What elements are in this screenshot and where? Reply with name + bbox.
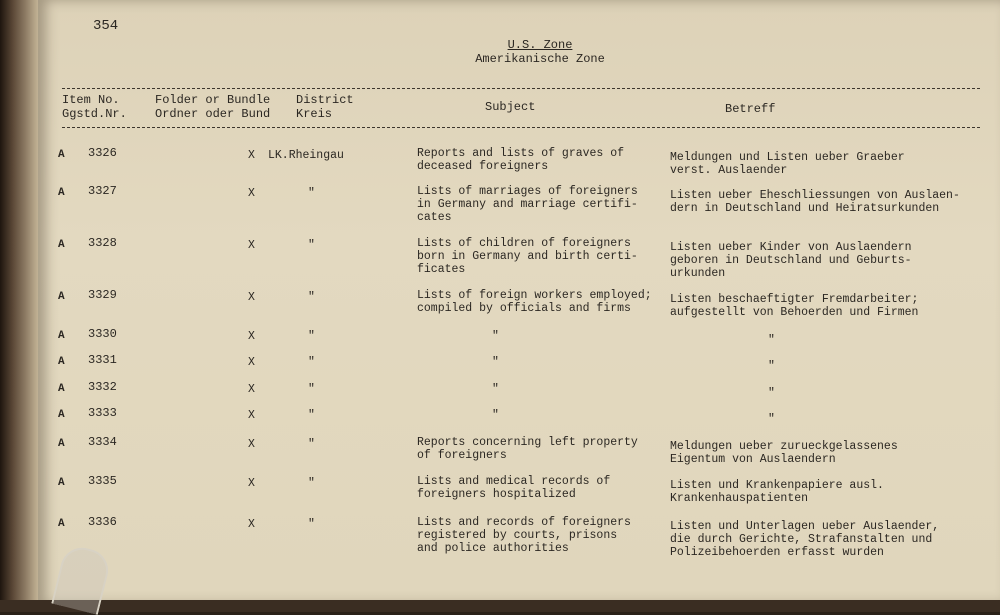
betreff-line: Eigentum von Auslaendern [670,453,836,466]
subject-line: and police authorities [417,542,569,555]
betreff-line: dern in Deutschland und Heiratsurkunden [670,202,940,215]
betreff-line: Meldungen ueber zurueckgelassenes [670,440,898,453]
header-rule-bottom [62,127,980,128]
folder-mark: X [248,409,255,422]
subject-line: deceased foreigners [417,160,549,173]
subject-ditto: " [492,409,499,422]
item-category: A [58,356,65,368]
district-ditto: " [308,383,315,396]
betreff-ditto: " [768,360,775,373]
subject-ditto: " [492,330,499,343]
folder-mark: X [248,291,255,304]
item-number: 3332 [88,380,117,394]
page-number: 354 [93,18,119,34]
subject-line: Reports and lists of graves of [417,147,625,160]
betreff-line: aufgestellt von Behoerden und Firmen [670,306,919,319]
betreff-line: Krankenhauspatienten [670,492,809,505]
subject-line: Lists of marriages of foreigners [417,185,638,198]
header-subject: Subject [485,100,536,114]
item-category: A [58,330,65,342]
betreff-line: geboren in Deutschland und Geburts- [670,254,912,267]
item-number: 3331 [88,353,117,367]
subject-line: born in Germany and birth certi- [417,250,638,263]
item-category: A [58,518,65,530]
item-number: 3329 [88,288,117,302]
district-ditto: " [308,291,315,304]
subject-line: Lists and records of foreigners [417,516,631,529]
betreff-line: Listen und Krankenpapiere ausl. [670,479,884,492]
item-number: 3330 [88,327,117,341]
item-number: 3336 [88,515,117,529]
folder-mark: X [248,187,255,200]
folder-mark: X [248,518,255,531]
betreff-ditto: " [768,334,775,347]
item-number: 3333 [88,406,117,420]
folder-mark: X [248,383,255,396]
subject-line: Lists and medical records of [417,475,611,488]
district-ditto: " [308,409,315,422]
item-number: 3328 [88,236,117,250]
betreff-line: die durch Gerichte, Strafanstalten und [670,533,933,546]
item-category: A [58,291,65,303]
item-number: 3327 [88,184,117,198]
header-folder-en: Folder or Bundle [155,93,271,107]
item-category: A [58,409,65,421]
item-number: 3334 [88,435,117,449]
item-category: A [58,149,65,161]
betreff-line: Meldungen und Listen ueber Graeber [670,151,905,164]
subject-line: Reports concerning left property [417,436,638,449]
folder-mark: X [248,330,255,343]
district-ditto: " [308,239,315,252]
header-item-de: Ggstd.Nr. [62,107,127,121]
district-ditto: " [308,518,315,531]
subject-ditto: " [492,383,499,396]
folder-mark: X [248,477,255,490]
item-number: 3335 [88,474,117,488]
zone-subtitle: Amerikanische Zone [475,52,605,66]
district-name: LK.Rheingau [268,149,344,162]
folder-mark: X [248,149,255,162]
betreff-line: Listen und Unterlagen ueber Auslaender, [670,520,940,533]
folder-mark: X [248,239,255,252]
header-item-en: Item No. [62,93,120,107]
header-district-en: District [296,93,354,107]
subject-line: Lists of children of foreigners [417,237,631,250]
page-bottom-edge [0,600,1000,612]
header-rule-top [62,88,980,89]
subject-ditto: " [492,356,499,369]
betreff-line: urkunden [670,267,726,280]
district-ditto: " [308,477,315,490]
district-ditto: " [308,330,315,343]
betreff-ditto: " [768,413,775,426]
district-ditto: " [308,356,315,369]
betreff-line: verst. Auslaender [670,164,788,177]
subject-line: of foreigners [417,449,507,462]
subject-line: registered by courts, prisons [417,529,618,542]
subject-line: in Germany and marriage certifi- [417,198,638,211]
district-ditto: " [308,438,315,451]
item-category: A [58,239,65,251]
betreff-ditto: " [768,387,775,400]
subject-line: compiled by officials and firms [417,302,631,315]
item-category: A [58,438,65,450]
header-folder-de: Ordner oder Bund [155,107,271,121]
subject-line: ficates [417,263,466,276]
folder-mark: X [248,356,255,369]
item-number: 3326 [88,146,117,160]
district-ditto: " [308,187,315,200]
subject-line: Lists of foreign workers employed; [417,289,652,302]
item-category: A [58,187,65,199]
subject-line: foreigners hospitalized [417,488,576,501]
zone-title: U.S. Zone [507,38,573,52]
item-category: A [58,477,65,489]
header-betreff: Betreff [725,102,776,116]
book-spine [0,0,42,612]
betreff-line: Listen ueber Kinder von Auslaendern [670,241,912,254]
subject-line: cates [417,211,452,224]
item-category: A [58,383,65,395]
header-district-de: Kreis [296,107,333,121]
folder-mark: X [248,438,255,451]
betreff-line: Listen ueber Eheschliessungen von Auslaen- [670,189,960,202]
betreff-line: Polizeibehoerden erfasst wurden [670,546,884,559]
betreff-line: Listen beschaeftigter Fremdarbeiter; [670,293,919,306]
